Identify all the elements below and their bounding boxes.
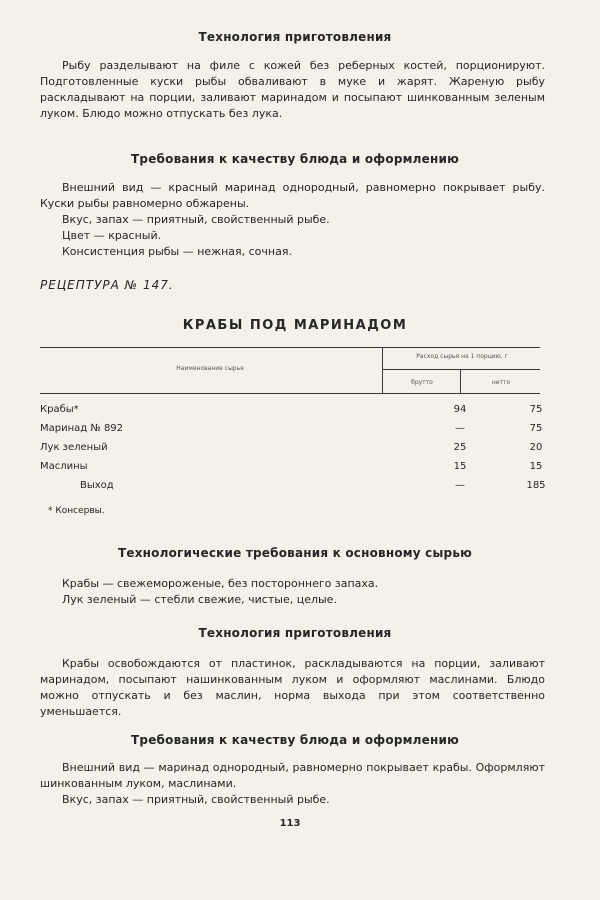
section-heading-technology: Технология приготовления — [198, 30, 392, 44]
section-heading-technology-2: Технология приготовления — [198, 626, 392, 640]
technology-paragraph-2 — [40, 656, 545, 720]
quality-line-2: Вкус, запах — приятный, свойственный рыбе. — [62, 793, 330, 806]
section-heading-quality-2: Требования к качеству блюда и оформлению — [131, 733, 459, 747]
gross-value: — — [455, 480, 465, 491]
ingredient-name: Маринад № 892 — [40, 423, 124, 434]
net-value: 185 — [526, 480, 546, 491]
column-header-name: Наименование сырья — [176, 365, 244, 372]
table-mid-rule — [382, 369, 540, 370]
net-value: 20 — [529, 442, 543, 453]
table-row — [40, 404, 543, 422]
ingredient-name: Маслины — [40, 461, 88, 472]
section-heading-raw-materials: Технологические требования к основному сырью — [117, 546, 472, 560]
net-value: 75 — [529, 423, 543, 434]
table-footnote: * Консервы. — [48, 506, 105, 516]
quality-line: Цвет — красный. — [62, 229, 162, 242]
column-header-net: нетто — [491, 379, 511, 386]
technology-text-2: Крабы освобождаются от пластинок, раскладываются на порции, заливают маринадом, посыпают нашинкованным луком и оформляют маслинами. Блюдо можно отпускать и без маслин, норма выхода при этом соответственно уменьшается. — [40, 657, 545, 718]
raw-materials-line: Крабы — свежемороженые, без постороннего запаха. — [62, 577, 379, 590]
technology-paragraph — [40, 58, 545, 122]
raw-materials-paragraph — [40, 576, 545, 608]
dish-title: КРАБЫ ПОД МАРИНАДОМ — [182, 318, 408, 333]
quality-paragraph — [40, 180, 545, 260]
technology-text: Рыбу разделывают на филе с кожей без реберных костей, порционируют. Подготовленные куски рыбы обваливают в муке и жарят. Жареную рыбу раскладывают на порции, заливают маринадом и посыпают шинкованным зеленым луком. Блюдо можно отпускать без лука. — [40, 59, 545, 120]
table-row — [40, 442, 543, 460]
table-divider — [460, 369, 461, 393]
ingredient-name: Лук зеленый — [40, 442, 108, 453]
page-number: 113 — [279, 818, 301, 829]
table-top-rule — [40, 347, 540, 348]
gross-value: — — [455, 423, 465, 434]
gross-value: 94 — [453, 404, 467, 415]
table-divider — [382, 347, 383, 393]
table-row — [40, 461, 543, 479]
yield-label: Выход — [80, 480, 114, 491]
section-heading-quality: Требования к качеству блюда и оформлению — [131, 152, 459, 166]
quality-line: Вкус, запах — приятный, свойственный рыбе. — [62, 213, 330, 226]
raw-materials-line: Лук зеленый — стебли свежие, чистые, целые. — [62, 593, 337, 606]
quality-line: Консистенция рыбы — нежная, сочная. — [62, 245, 292, 258]
net-value: 75 — [529, 404, 543, 415]
column-header-gross: брутто — [411, 379, 433, 386]
recipe-label: РЕЦЕПТУРА № 147. — [40, 278, 174, 292]
table-bottom-rule — [40, 393, 540, 394]
table-header — [40, 347, 540, 395]
quality-line-2: Внешний вид — маринад однородный, равномерно покрывает крабы. Оформляют шинкованным луком, маслинами. — [40, 761, 545, 790]
quality-paragraph-2 — [40, 760, 545, 808]
quality-line: Внешний вид — красный маринад однородный, равномерно покрывает рыбу. Куски рыбы равномерно обжарены. — [40, 181, 545, 210]
ingredient-name: Крабы* — [40, 404, 79, 415]
gross-value: 15 — [453, 461, 467, 472]
net-value: 15 — [529, 461, 543, 472]
table-row-yield — [40, 480, 546, 498]
table-row — [40, 423, 543, 441]
column-header-group: Расход сырья на 1 порцию, г — [416, 353, 508, 360]
gross-value: 25 — [453, 442, 467, 453]
